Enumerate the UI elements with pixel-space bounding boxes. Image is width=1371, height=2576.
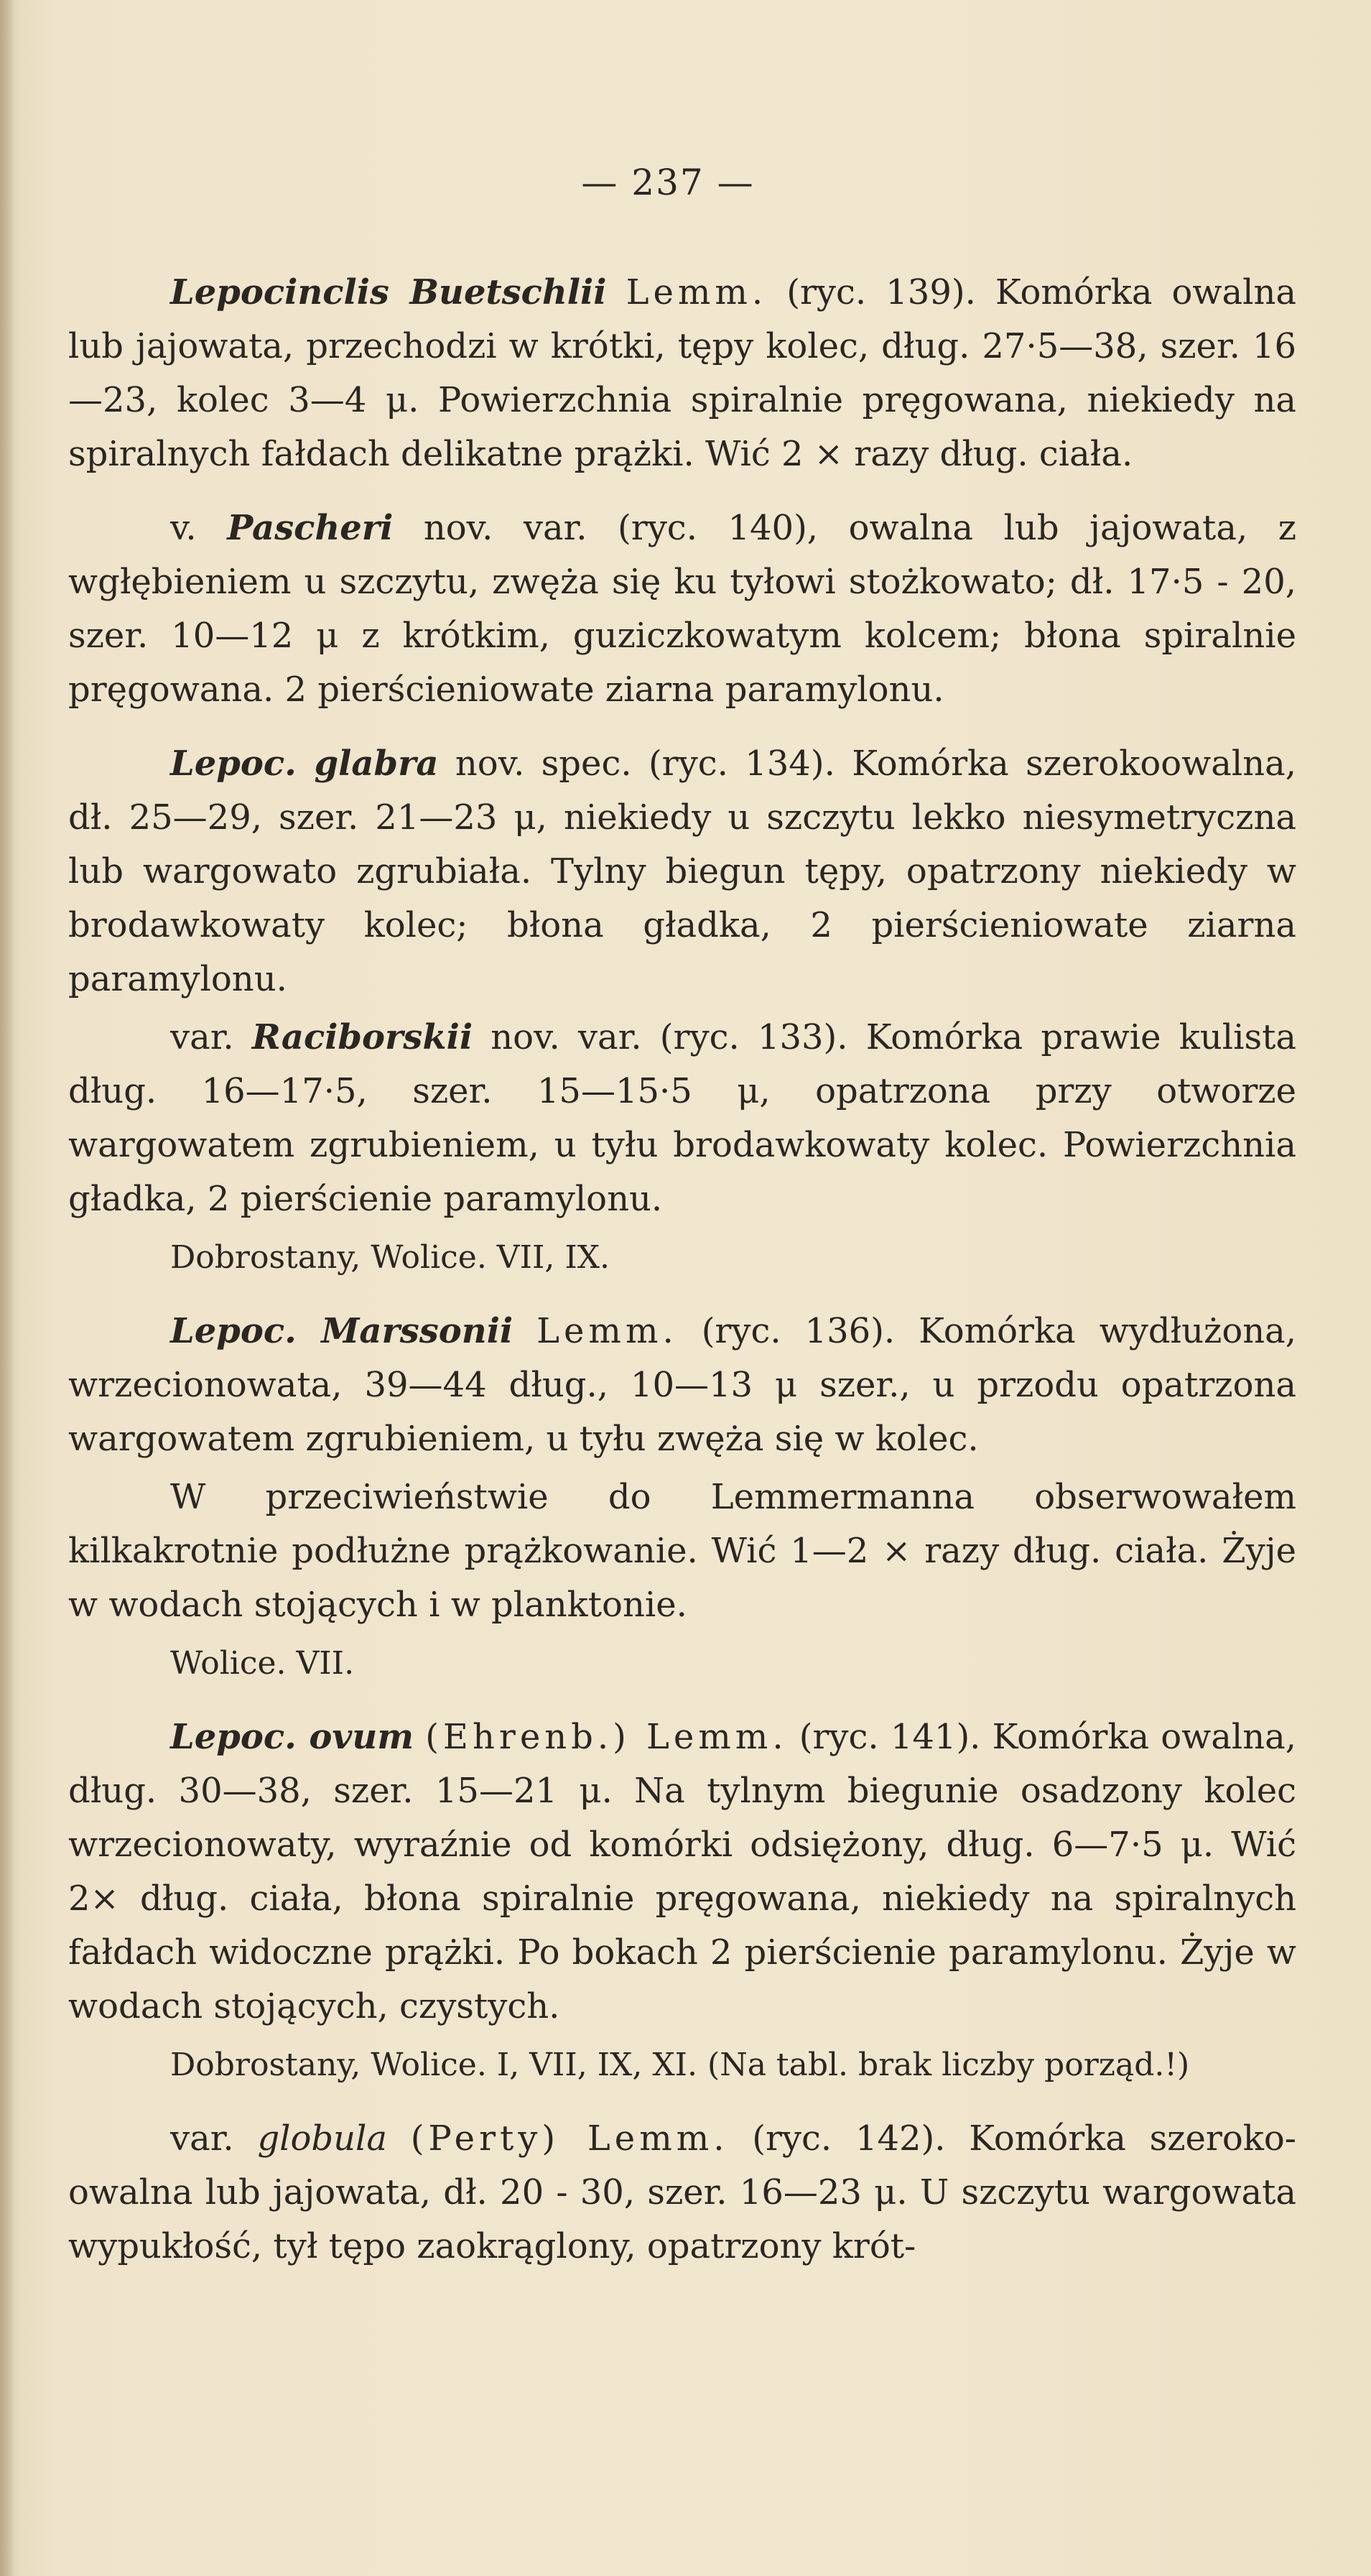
species-name: Lepocinclis Buetschlii bbox=[170, 272, 607, 312]
entry-var-globula bbox=[68, 2112, 1296, 2274]
page-body bbox=[68, 266, 1296, 2294]
entry-text: (ryc. 139). Komórka owalna lub jajowata, przechodzi w krótki, tępy kolec, dług. 27·5—38, szer. 16—23, kolec 3—4 μ. Powierzchnia spiralnie pręgowana, niekiedy na spiralnych fałdach delikatne prążki. Wić 2 × razy dług. ciała. bbox=[68, 272, 1296, 474]
entry-text: (ryc. 142). Komórka szeroko-owalna lub jajowata, dł. 20 - 30, szer. 16—23 μ. U szczytu wargowata wypukłość, tył tępo zaokrąglony, opatrzony krót- bbox=[68, 2118, 1296, 2266]
rank-prefix: var. bbox=[170, 1017, 234, 1057]
entry-text: (ryc. 141). Komórka owalna, dług. 30—38, szer. 15—21 μ. Na tylnym biegunie osadzony kolec wrzecionowaty, wyraźnie od komórki odsiężony, dług. 6—7·5 μ. Wić 2× dług. ciała, błona spiralnie pręgowana, niekiedy na spiralnych fałdach widoczne prążki. Po bokach 2 pierścienie paramylonu. Żyje w wodach stojących, czystych. bbox=[68, 1717, 1297, 2026]
entry-lepoc-ovum bbox=[68, 1710, 1296, 2034]
locality-line: Dobrostany, Wolice. I, VII, IX, XI. (Na tabl. brak liczby porząd.!) bbox=[170, 2047, 1190, 2083]
entry-text: (ryc. 136). Komórka wydłużona, wrzecionowata, 39—44 dług., 10—13 μ szer., u przodu opatrzona wargowatem zgrubieniem, u tyłu zwęża się w kolec. bbox=[68, 1311, 1297, 1459]
species-author: Lemm. bbox=[626, 272, 768, 312]
species-name: Lepoc. ovum bbox=[170, 1717, 414, 1757]
entry-text: nov. var. (ryc. 140), owalna lub jajowata, z wgłębieniem u szczytu, zwęża się ku tyłowi stożkowato; dł. 17·5 - 20, szer. 10—12 μ z krótkim, guziczkowatym kolcem; błona spiralnie pręgowana. 2 pierścieniowate ziarna paramylonu. bbox=[68, 508, 1296, 710]
variety-name: globula bbox=[257, 2118, 388, 2159]
entry-text: nov. spec. (ryc. 134). Komórka szerokoowalna, dł. 25—29, szer. 21—23 μ, niekiedy u szczytu lekko niesymetryczna lub wargowato zgrubiała. Tylny biegun tępy, opatrzony niekiedy w brodawkowaty kolec; błona gładka, 2 pierścieniowate ziarna paramylonu. bbox=[68, 743, 1296, 999]
rank-prefix: var. bbox=[170, 2118, 234, 2159]
variety-name: Raciborskii bbox=[251, 1017, 473, 1057]
locality-line: Wolice. VII. bbox=[170, 1645, 355, 1682]
entry-note: W przeciwieństwie do Lemmermanna obserwowałem kilkakrotnie podłużne prążkowanie. Wić 1—2 × razy dług. ciała. Żyje w wodach stojących i w planktonie. bbox=[68, 1477, 1296, 1625]
entry-var-raciborskii bbox=[68, 1011, 1296, 1226]
page-number: — 237 — bbox=[581, 162, 755, 203]
species-name: Lepoc. glabra bbox=[170, 743, 439, 784]
entry-lepocinclis-buetschlii bbox=[68, 266, 1296, 481]
species-name: Lepoc. Marssonii bbox=[170, 1311, 513, 1351]
entry-var-pascheri bbox=[68, 501, 1296, 717]
variety-name: Pascheri bbox=[227, 508, 394, 548]
page-fold-shadow bbox=[0, 0, 14, 2576]
entry-text: nov. var. (ryc. 133). Komórka prawie kulista dług. 16—17·5, szer. 15—15·5 μ, opatrzona przy otworze wargowatem zgrubieniem, u tyłu brodawkowaty kolec. Powierzchnia gładka, 2 pierścienie paramylonu. bbox=[68, 1017, 1297, 1219]
locality-line: Dobrostany, Wolice. VII, IX. bbox=[170, 1239, 610, 1276]
species-author: (Perty) Lemm. bbox=[410, 2118, 729, 2159]
entry-lepoc-glabra bbox=[68, 737, 1296, 1006]
species-author: (Ehrenb.) Lemm. bbox=[425, 1717, 788, 1757]
rank-prefix: v. bbox=[170, 508, 197, 548]
species-author: Lemm. bbox=[536, 1311, 678, 1351]
entry-lepoc-marssonii bbox=[68, 1305, 1296, 1466]
